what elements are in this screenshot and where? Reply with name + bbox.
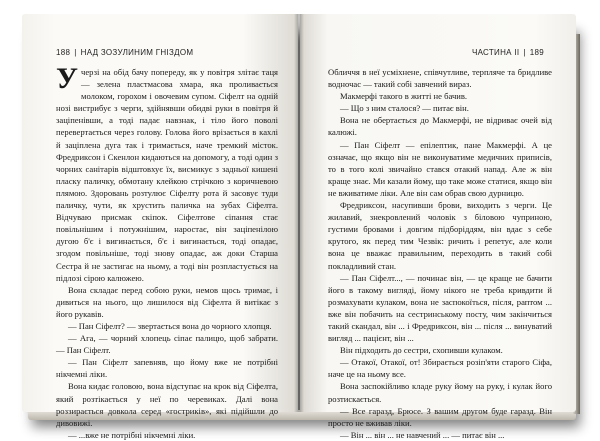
right-page-text [328, 66, 552, 441]
left-page [22, 14, 298, 440]
paragraph: Макмерфі такого в житті не бачив. [340, 91, 468, 102]
left-page-text [56, 62, 278, 441]
paragraph: — Отакої, Отакої, от! Збирається розіп'яти старого Сіфа, наче це на ньому все. [328, 357, 552, 380]
paragraph: Фредриксон, насупивши брови, виходить з черги. Це жилавий, знекровлений чоловік з біловою чуприною, густими бровами і довгим підборіддям, він вдає з себе крутого, як перед тим Чезвік: ричить і репетує, але коли вона це вважає правильним, переходить в такий собі покладливий стан. [328, 200, 552, 271]
left-header-separator: | [74, 48, 77, 57]
open-book [22, 14, 580, 440]
right-header-separator: | [523, 48, 526, 57]
paragraph: — Що з ним сталося? — питає він. [340, 103, 469, 114]
paragraph: — Все гаразд, Брюсе. З вашим другом буде гаразд. Він просто не вживав ліки. [328, 405, 552, 428]
right-running-head: ЧАСТИНА II [471, 48, 520, 57]
paragraph-text: черзі на обід бачу попереду, як у повітря злітає таця — зелена пластмасова хмара, яка проливається молоком, горохом і овочевим супом. Сіфелт на одній нозі вистрибує з черги, здійнявши обидві руки в повітря й заціпенівши, а тоді падає навзнак, і тіло його поволі перевертається через голову. Голова його врізається в кахлі й заціплена дуга так і тримається, наче тремкий місток. Фредриксон і Скенлон кидаються на допомогу, а тоді один з чорних санітарів відштовхує їх, висмикує з задньої кишені пласку паличку, обмотану клейкою стрічкою з коричневою плямою. Здоровань розтулює Сіфелту рота й засовує туди паличку, чути, як хрустить паличка на зубах Сіфелта. Відчуваю присмак скіпок. Сіфелтове сіпання стає повільнішим і потужнішим, наростає, він заціпенілою дугою б'є і вигинається, б'є і вигинається, тоді опадає, згодом повільніше, тоді знову опадає, аж доки Старша Сестра й не застигає на ньому, а тоді він розпластується на підлозі сірою калюжею. [56, 67, 278, 283]
paragraph [56, 62, 278, 284]
drop-cap: У [56, 62, 79, 95]
paragraph: Вона не обертається до Макмерфі, не відриває очей від калюжі. [328, 115, 552, 138]
right-page-header [472, 48, 544, 57]
paragraph: Вона заспокійливо кладе руку йому на руку, і кулак його розтискається. [328, 381, 552, 404]
paragraph: — ...вже не потрібні нікчемні ліки. [68, 429, 196, 440]
paragraph: — Пан Сіфелт — епілептик, пане Макмерфі. А це означає, що якщо він не виконуватиме медичних приписів, то в того колі звичайно стався отакий напад. Але ж він краще знає. Ми казали йому, що таке може статися, якщо він не вживатиме ліки. Але він сам обрав свою дурницю. [328, 139, 552, 198]
paragraph: Вона кидає головою, вона відступає на крок від Сіфелта, який розтікається у неї по черевиках. Далі вона роззирається довкола серед «гостриків», які підійшли до дивовижі. [56, 381, 278, 428]
paragraph: — Пан Сіфелт..., — починає він, — це краще не бачити його в такому вигляді, йому нікого не треба кривдити й розмахувати кулаком, вона не заспокоїться, після, раптом ... вже він побачить на сестринському посту, чим закінчиться такий скандал, він ... і Фредриксон, він ... після ... винуватий вигляд ... пацієнт, він ... [328, 272, 552, 344]
paragraph: — Ага, — чорний хлопець сіпає палицю, щоб забрати. — Пан Сіфелт. [56, 333, 278, 356]
paragraph: Вона складає перед собою руки, немов щось тримає, і дивиться на нього, що лишилося від Сіфелта й витікає з його рукавів. [56, 284, 278, 319]
right-page-number: 189 [529, 48, 544, 57]
left-page-header [56, 48, 193, 57]
right-page [300, 14, 576, 440]
paragraph: Він підходить до сестри, схопивши кулаком. [340, 345, 503, 356]
paragraph: — Пан Сіфелт запевняв, що йому вже не потрібні нікчемні ліки. [56, 357, 278, 380]
paragraph: — Він ... він ... не навчений ... — питає він ... [340, 429, 505, 440]
book-gutter [294, 14, 304, 412]
paragraph: Обличчя в неї усміхнене, співчутливе, терпляче та бридливе водночас — такий собі завчений вираз. [328, 67, 552, 90]
left-running-head: НАД ЗОЗУЛИНИМ ГНІЗДОМ [80, 48, 194, 57]
paragraph: — Пан Сіфелт? — звертається вона до чорного хлопця. [68, 320, 272, 331]
left-page-number: 188 [56, 48, 71, 57]
